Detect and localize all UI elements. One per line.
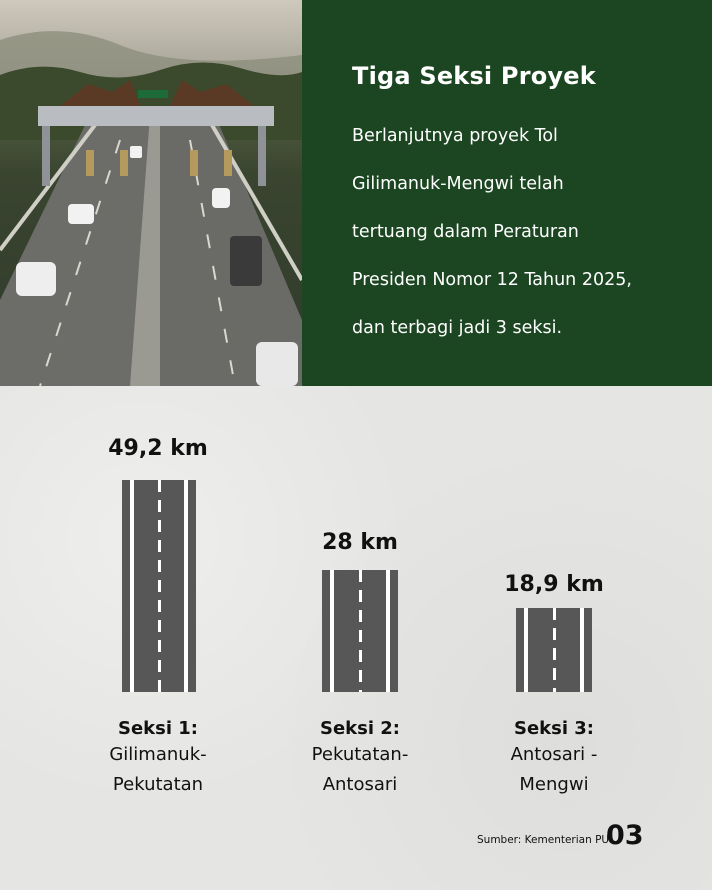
road-graphic (322, 570, 398, 692)
panel-body (352, 112, 692, 352)
road-edge-left (524, 608, 528, 692)
route-line: Antosari - (510, 744, 598, 765)
route-line: Pekutatan- (311, 744, 409, 765)
road-center-line (158, 480, 161, 692)
intro-panel (302, 0, 712, 386)
section-length: 49,2 km (108, 436, 208, 461)
route-line: Antosari (322, 774, 398, 795)
section-2 (290, 420, 430, 800)
panel-body-line: tertuang dalam Peraturan (352, 222, 579, 242)
panel-body-line: dan terbagi jadi 3 seksi. (352, 318, 563, 338)
road-center-line (553, 608, 556, 692)
road-graphic (122, 480, 196, 692)
section-route (290, 740, 430, 800)
section-route (484, 740, 624, 800)
section-length: 18,9 km (504, 572, 604, 597)
section-1 (88, 420, 228, 800)
section-3 (484, 420, 624, 800)
panel-body-line: Gilimanuk-Mengwi telah (352, 174, 564, 194)
panel-title: Tiga Seksi Proyek (352, 62, 596, 90)
route-line: Pekutatan (112, 774, 204, 795)
panel-body-line: Berlanjutnya proyek Tol (352, 126, 558, 146)
road-graphic (516, 608, 592, 692)
page-number: 03 (606, 820, 644, 851)
road-edge-left (330, 570, 334, 692)
road-edge-right (184, 480, 188, 692)
section-name: Seksi 1: (117, 718, 198, 739)
section-route (88, 740, 228, 800)
road-center-line (359, 570, 362, 692)
road-edge-right (386, 570, 390, 692)
toll-road-photo (0, 0, 302, 386)
section-name: Seksi 2: (319, 718, 400, 739)
route-line: Mengwi (519, 774, 589, 795)
section-name: Seksi 3: (513, 718, 594, 739)
road-edge-right (580, 608, 584, 692)
road-edge-left (130, 480, 134, 692)
source-note: Sumber: Kementerian PU (477, 834, 610, 846)
route-line: Gilimanuk- (109, 744, 207, 765)
toll-road-illustration (0, 0, 302, 386)
section-length: 28 km (322, 530, 398, 555)
panel-body-line: Presiden Nomor 12 Tahun 2025, (352, 270, 632, 290)
